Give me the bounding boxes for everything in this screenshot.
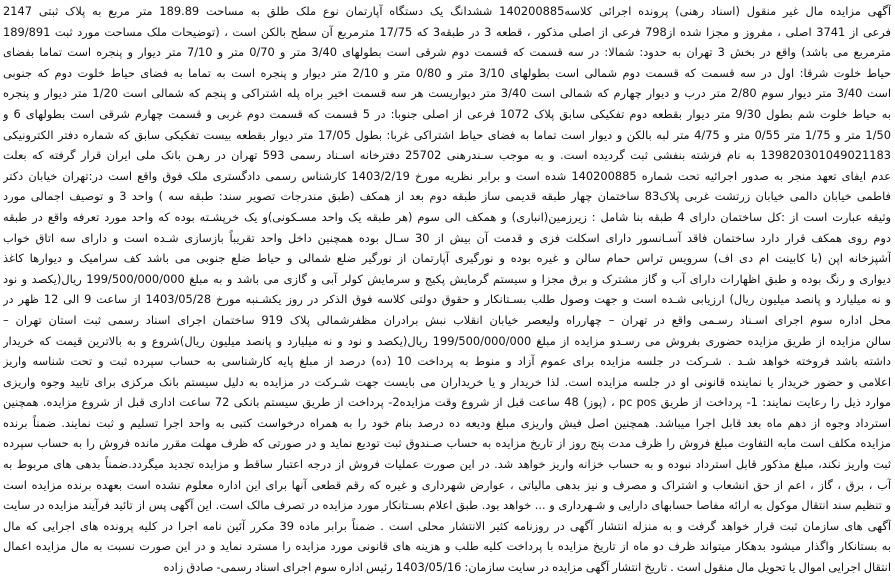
- notice-line: به بستانکار واگذار میشود بدهکار میتواند ظرف دو ماه از تاریخ مزایده با پرداخت کلیه طلب و هزینه های قانونی مورد مزایده را مسترد نماید و در این صورت نسبت به مال مزایده اعمال: [3, 539, 891, 554]
- notice-line: 139820301049021183 به نام فرشته بنفشی ثبت گردیده است. و به موجب سـندرهنی 25702 دفترخانه اسـناد رسمی 593 تهران در رهـن بانک ملی ایران قرار گرفته که بعلت: [3, 148, 891, 163]
- notice-line: آگهی های سازمان ثبت قرار خواهد گرفت و به منزله انتشار آگهی در روزنامه کثیر الانتشار محلی است . ضمناً برابر ماده 39 مکرر آئین نامه اجرا در کلیه پرونده های اجرایی که مال: [3, 518, 891, 533]
- notice-line: عدم ایفای تعهد منجر به صدور اجرائیه تحت شماره 140200885 شده است و برابر نظریه مورخ 1403/2/19 کارشناس رسمی دادگستری ملک فوق واقع است در:تهران خیابان دکتر: [3, 168, 891, 183]
- notice-line: 1/50 متر و 1/75 متر 0/55 متر و 4/75 متر لبه بالکن و دیوار است تماما به فضای حیاط اشتراکی غربا: بطول 17/05 متر دیوار بقطعه بیست تفکیکی سابق که شماره دفتر الکترونیکی: [3, 127, 891, 142]
- notice-line: آب ، برق ، گاز ، اعم از حق انشعاب و اشتراک و مصرف و نیز بدهی مالیاتی ، عوارض شهرداری و غیره که رقم قطعی آنها برای این اداره معلوم نشده است بعهده برنده مزایده است: [3, 477, 891, 492]
- notice-line: آگهی مزایده مال غیر منقول (اسناد رهنی) پرونده اجرائی کلاسه140200885 ششدانگ یک دستگاه آپارتمان نوع ملک طلق به مساحت 189.89 متر مربع به پلاک ثبتی 2147: [3, 4, 891, 18]
- notice-line: و تنظیم سند انتقال موکول به ارائه مفاصا حسابهای دارایی و شـهرداری و ... خواهد بود. طبق اعلام بسـتانکار مورد مزایده در تصرف مالک است. این آگهی پس از تائید فرآیند مزایده در سایت: [3, 498, 891, 513]
- notice-line: داشته باشد فروخته خواهد شـد . شـرکت در جلسه مزایده برای عموم آزاد و منوط به پرداخت 10 (ده) درصد از مبلغ پایه کارشناسی به حساب سپرده ثبت و تحت شناسه واریز: [3, 354, 891, 369]
- notice-line: دیواری و رنگ بوده و طبق اظهارات دارای آب و گاز مشترک و برق مجزا و سیستم گرمایش پکیج و سرمایش کولر آبی و گازی می باشد و به مبلغ 199/500/000/000 ریال(یکصد و نود: [3, 271, 891, 286]
- notice-line-last: انتقال اجرایی اموال یا تحویل مال منقول است . تاریخ انتشار آگهی مزایده در سایت سازمان: 1403/05/16 رئیس اداره سوم اجرای اسناد رسمی- صادق زاده: [163, 560, 891, 575]
- notice-line: آشپزخانه اپن (با کابینت ام دی اف) سرویس تراس حمام سالن و غیره بوده و نورگیری آپارتمان از نورگیر ضلع شمالی و حیاط ضلع جنوبی می باشد کف سرامیک و دیوارها کاغذ: [3, 251, 891, 266]
- notice-line: استرداد وجوه از دهم ماه بعد قابل اجرا میباشد. همچنین اصل فیش واریزی مبلغ ودیعه ده درصد بنام خود را به همراه درخواست کتبی به واحد اجرا تسلیم و ثبت نمایند. ضمناً برنده: [3, 415, 891, 430]
- notice-line: و نه میلیارد و پانصد میلیون ریال) ارزیابی شـده است و جهت وصول طلب بسـتانکار و حقوق دولتی کلاسه فوق الذکر در روز یکشـنبه مورخ 1403/05/28 از ساعت 9 الی 12 ظهر در: [3, 292, 891, 307]
- notice-line: مزایده مکلف است مابه التفاوت مبلغ فروش را ظرف مدت پنج روز از تاریخ مزایده به حساب صـندوق ثبت تودیع نماید و در صورتی که ظرف مهلت مقرر مانده فروش را به حساب سپرده: [3, 436, 891, 451]
- notice-line: موارد ذیل را رعایت نمایند: 1- پرداخت از طریق pc pos ، (پوز) 48 ساعت قبل از شروع وقت مزایده2- پرداخت از طریق سیستم بانکی 72 ساعت اداری قبل از شروع مزایده. همچنین: [3, 395, 891, 410]
- notice-line: حیاط خلوت شرقا: اول در سه قسمت که قسمت دوم شمالی است بطولهای 3/10 متر و 0/80 متر و 2/10 متر دیوار و پنجره است به تماما به فضای حیاط خلوت دوم که جنوبی: [3, 65, 891, 80]
- notice-line: محل اداره سوم اجرای اسـناد رسـمی واقع در تهران – چهارراه ولیعصر خیابان انقلاب نبش برادران مظفرشمالی پلاک 919 ساختمان اجرای اسناد رسمی ثبت استان تهران –: [3, 312, 891, 327]
- notice-line: فرعی از 3741 اصلی ، مفروز و مجزا شده از798 فرعی از اصلی مذکور ، قطعه 3 در طبقه3 که 17/75 مترمربع آن سطح بالکن است ، (توضیحات ملک مساحت مورد ثبت 189/891: [3, 24, 891, 39]
- auction-notice-text: [3, 1, 891, 575]
- notice-line: وثیقه عبارت است از :کل ساختمان دارای 4 طبقه بنا شامل : زیرزمین(انباری) و همکف الی سوم (هر طبقه یک واحد مسـکونی)و یک خرپشـته بوده که واحد مورد تعرفه واقع در طبقه: [3, 209, 891, 224]
- notice-line: سالن مزایده از طریق مزایده حضوری بفروش می رسـدو مزایده از مبلغ 199/500/000/000 ریال(یکصد و نود و نه میلیارد و پانصد میلیون ریال)شروع و به بالاترین قیمت که خریدار: [3, 333, 891, 348]
- notice-line: فاطمی خیابان دالمی خیابان زرتشت غربی پلاک83 ساختمان چهار طبقه قدیمی ساز طبقه دوم بعد از همکف (طبق مندرجات تصویر سند: طبقه سه ) واحد 3 و توصیف اجمالی مورد: [3, 189, 891, 204]
- notice-line: ثبت واریز نکند، مبلغ مذکور قابل استرداد نبوده و به حساب خزانه واریز خواهد شد. در این صورت عملیات فروش از درجه اعتبار ساقط و مزایده تجدید میگردد.ضمناً بدهی های مربوط به: [3, 457, 891, 472]
- notice-line: اعلامی و حضور خریدار یا نماینده قانونی او در جلسه مزایده است. لذا خریدار و یا خریداران می بایست جهت شـرکت در مزایده به دلیل سیستم بانک مرکزی برای تایید وجوه واریزی: [3, 374, 891, 389]
- notice-line: مترمربع می باشد) واقع در بخش 3 تهران به حدود: شمالا: در سه قسمت که قسمت دوم شرقی است بطولهای 3/40 متر و 0/70 متر و 7/10 متر دیوار و پنجره است تماما بفضای: [3, 45, 891, 60]
- notice-line: به حیاط خلوت شم بطول 9/30 متر دیوار بقطعه دوم تفکیکی سابق پلاک 1072 فرعی از اصلی جنوبا: در 5 قسمت که قسمت دوم غربی و قسمت چهارم شرقی است بطولهای 6 و: [3, 106, 891, 121]
- notice-line: است 3/40 متر دیوار سوم 2/80 متر درب و دیوار چهارم که شمالی است 3/40 متر دیواریست هر سه قسمت اخیر براه پله اشتراکی و پنجم که شمالی است 1/20 متر دیوار و پنجره: [3, 86, 891, 101]
- notice-line: دوم روی همکف قرار دارد ساختمان فاقد آسـانسور دارای اسکلت فزی و قدمت آن بیش از 30 سـال بوده همچنین داخل واحد تقریباً بازسازی شـده است و دارای سه اتاق خواب: [3, 230, 891, 245]
